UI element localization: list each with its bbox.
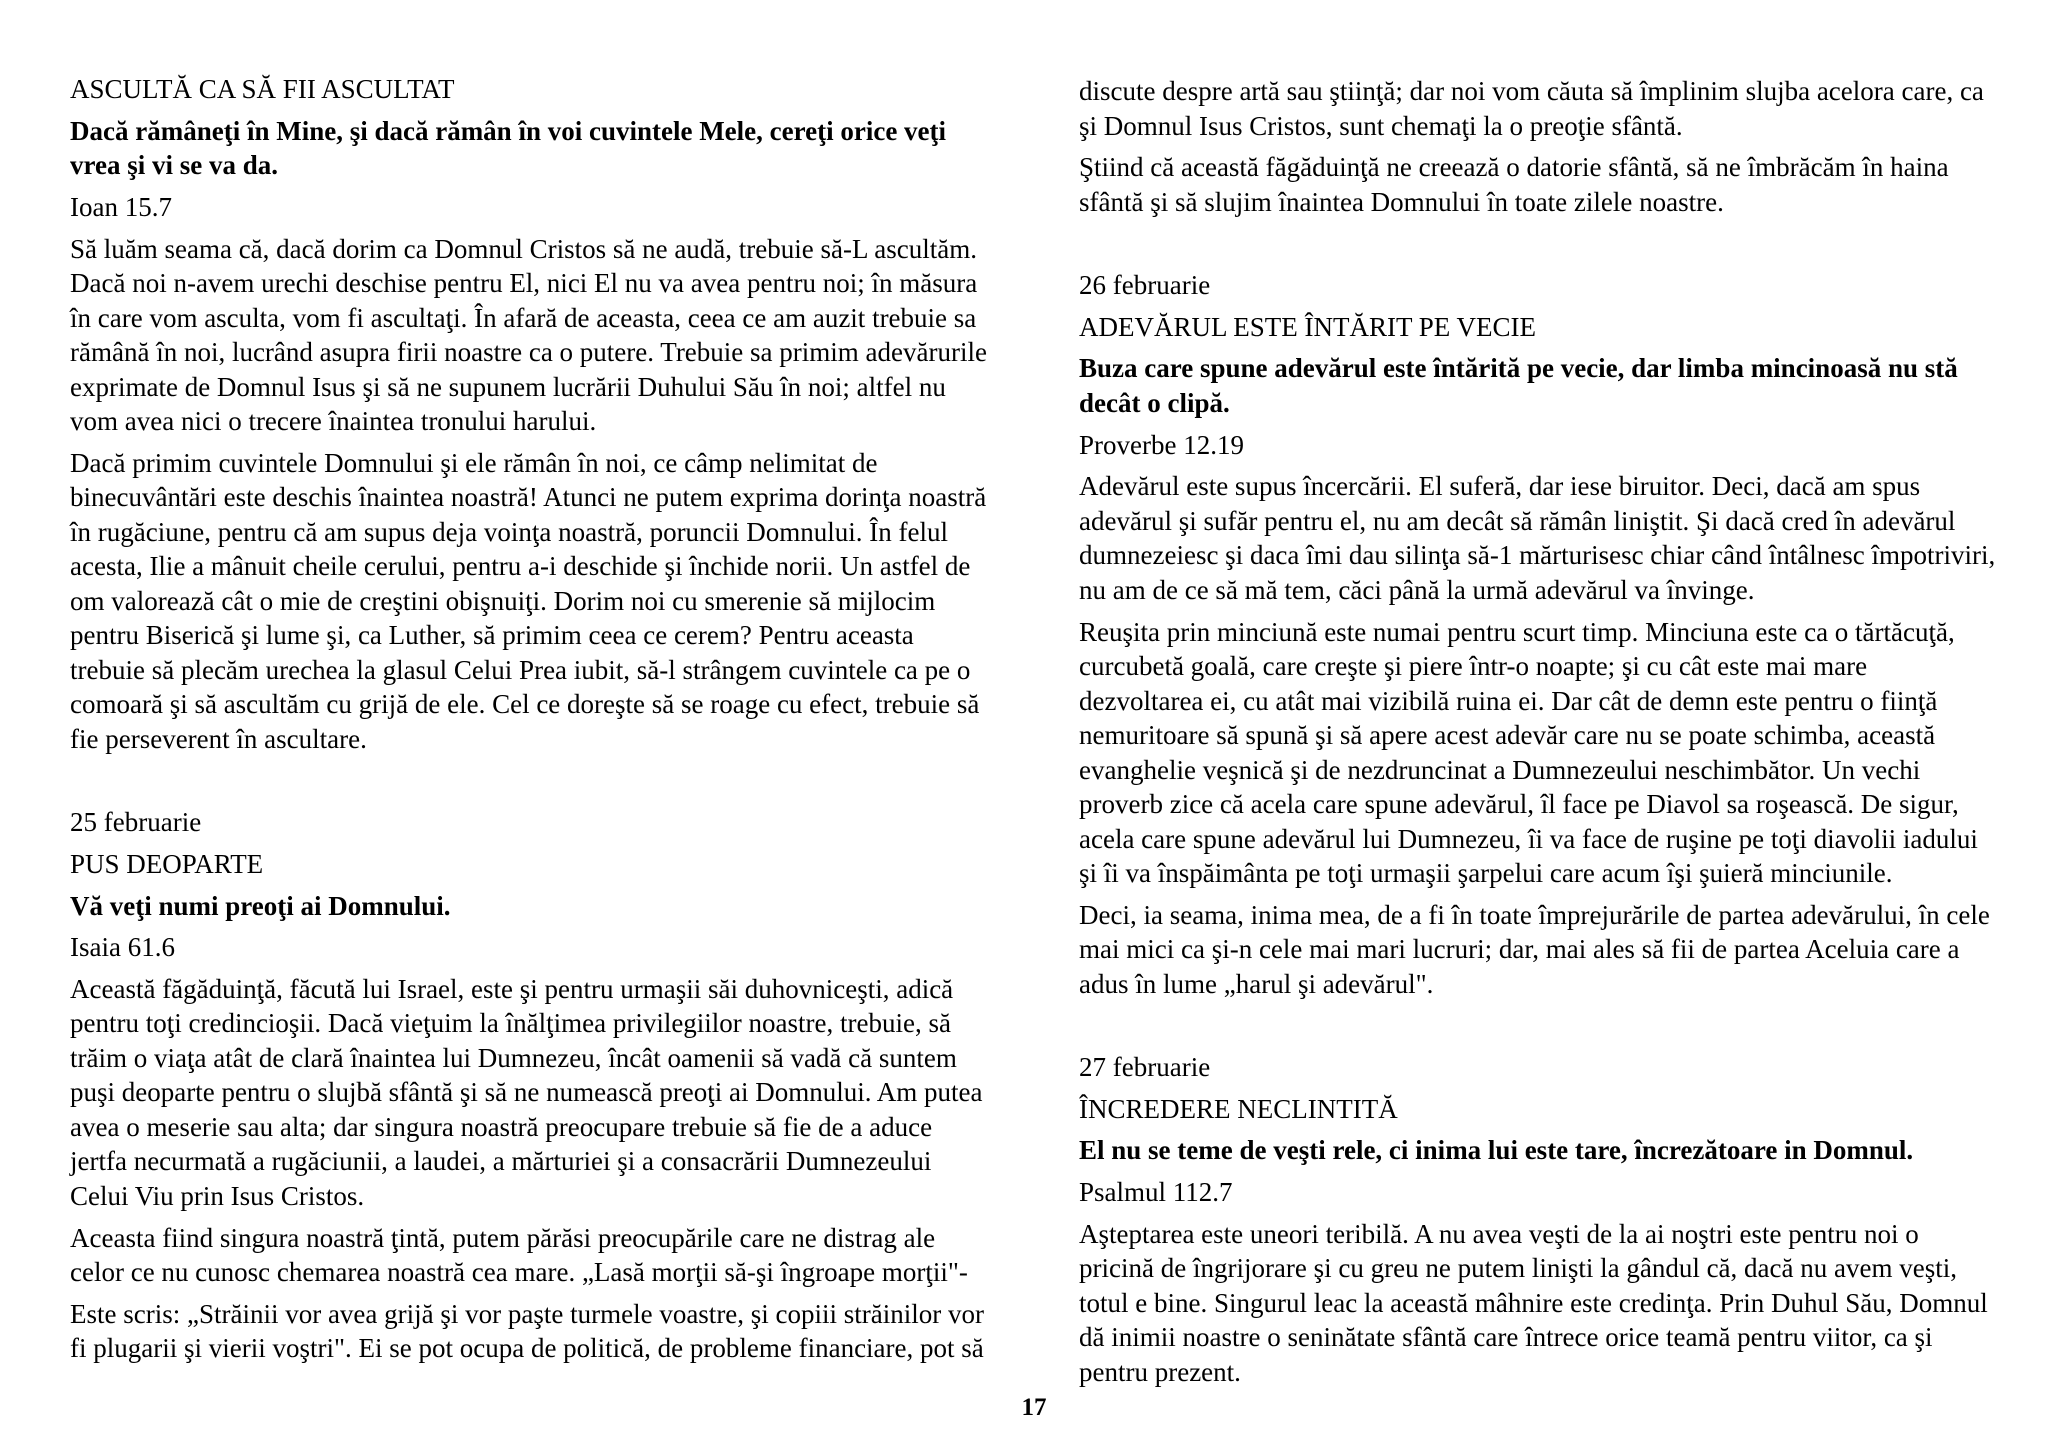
right-column bbox=[1079, 74, 2024, 1397]
section-spacer bbox=[70, 763, 1030, 798]
body-paragraph: Ştiind că această făgăduinţă ne creează o datorie sfântă, să ne îmbrăcăm în haina sfântă şi să slujim înaintea Domnului în toate zilele noastre. bbox=[1079, 152, 1949, 217]
devotional-entry bbox=[70, 72, 1030, 756]
body-paragraph: Această făgăduinţă, făcută lui Israel, este şi pentru urmaşii săi duhovniceşti, adică pentru toţi credincioşii. Dacă vieţuim la înălţimea privilegiilor noastre, trebuie, să trăim o viaţa atât de clară înaintea lui Dumnezeu, încât oamenii să vadă că suntem puşi deoparte pentru o slujbă sfântă şi să ne numească preoţi ai Domnului. Am putea avea o meserie sau alta; dar singura noastră preocupare trebuie să fie de a aduce jertfa necurmată a rugăciunii, a laudei, a mărturiei şi a consacrării Dumnezeului Celui Viu prin Isus Cristos. bbox=[70, 973, 983, 1211]
left-column bbox=[70, 72, 1030, 1373]
entry-verse: Vă veţi numi preoţi ai Domnului. bbox=[70, 890, 451, 921]
verse-reference: Psalmul 112.7 bbox=[1079, 1177, 1233, 1208]
devotional-entry bbox=[70, 805, 1030, 1366]
section-spacer bbox=[1079, 226, 2024, 261]
body-paragraph: Dacă primim cuvintele Domnului şi ele rămân în noi, ce câmp nelimitat de binecuvântări este deschis înaintea noastră! Atunci ne putem exprima dorinţa noastră în rugăciune, pentru că am supus deja voinţa noastră, poruncii Domnului. În felul acesta, Ilie a mânuit cheile cerului, pentru a-i deschide şi închide norii. Un astfel de om valorează cât o mie de creştini obişnuiţi. Dorim noi cu smerenie să mijlocim pentru Biserică şi lume şi, ca Luther, să primim ceea ce cerem? Pentru aceasta trebuie să plecăm urechea la glasul Celui Prea iubit, să-l strângem cuvintele ca pe o comoară şi să ascultăm cu grijă de ele. Cel ce doreşte să se roage cu efect, trebuie să fie perseverent în ascultare. bbox=[70, 447, 987, 754]
entry-verse: El nu se teme de veşti rele, ci inima lui este tare, încrezătoare in Domnul. bbox=[1079, 1135, 1914, 1166]
entry-title: ADEVĂRUL ESTE ÎNTĂRIT PE VECIE bbox=[1079, 311, 1536, 342]
entry-date: 25 februarie bbox=[70, 807, 202, 838]
devotional-entry bbox=[1079, 1050, 2024, 1389]
body-paragraph: Adevărul este supus încercării. El suferă, dar iese biruitor. Deci, dacă am spus adevărul şi sufăr pentru el, nu am decât să rămân liniştit. Şi dacă cred în adevărul dumnezeiesc şi daca îmi dau silinţa să-1 mărturisesc chiar când întâlnesc împotriviri, nu am de ce să mă tem, căci până la urmă adevărul va învinge. bbox=[1079, 471, 1996, 605]
body-paragraph: Aceasta fiind singura noastră ţintă, putem părăsi preocupările care ne distrag ale celor ce nu cunosc chemarea noastră cea mare. „Lasă morţii să-şi îngroape morţii"- bbox=[70, 1222, 968, 1288]
entry-verse: Dacă rămâneţi în Mine, şi dacă rămân în voi cuvintele Mele, cereţi orice veţi vrea şi vi se va da. bbox=[70, 115, 947, 181]
body-paragraph: Deci, ia seama, inima mea, de a fi în toate împrejurările de partea adevărului, în cele mai mici ca şi-n cele mai mari lucruri; dar, mai ales să fii de partea Aceluia care a adus în lume „harul şi adevărul". bbox=[1079, 899, 1990, 999]
entry-title: ASCULTĂ CA SĂ FII ASCULTAT bbox=[70, 74, 455, 104]
body-paragraph: Reuşita prin minciună este numai pentru scurt timp. Minciuna este ca o tărtăcuţă, curcubetă goală, care creşte şi piere într-o noapte; şi cu cât este mai mare dezvoltarea ei, cu atât mai vizibilă ruina ei. Dar cât de demn este pentru o fiinţă nemuritoare să spună şi să apere acest adevăr care nu se poate schimba, această evanghelie veşnică şi de nezdruncinat a Dumnezeului neschimbător. Un vechi proverb zice că acela care spune adevărul, îl face pe Diavol sa roşească. De sigur, acela care spune adevărul lui Dumnezeu, îi va face de ruşine pe toţi diavolii iadului şi îi va înspăimânta pe toţi urmaşii şarpelui care acum îşi şuieră minciunile. bbox=[1079, 616, 1978, 888]
body-paragraph: discute despre artă sau ştiinţă; dar noi vom căuta să împlinim slujba acelora care, ca şi Domnul Isus Cristos, sunt chemaţi la o preoţie sfântă. bbox=[1079, 76, 1984, 141]
verse-reference: Proverbe 12.19 bbox=[1079, 429, 1244, 460]
entry-title: PUS DEOPARTE bbox=[70, 848, 264, 879]
section-spacer bbox=[1079, 1008, 2024, 1043]
body-paragraph: Aşteptarea este uneori teribilă. A nu avea veşti de la ai noştri este pentru noi o pricină de îngrijorare şi cu greu ne putem linişti la gândul că, dacă nu avem veşti, totul e bine. Singurul leac la această mâhnire este credinţa. Prin Duhul Său, Domnul dă inimii noastre o seninătate sfântă care întrece orice teamă pentru viitor, ca şi pentru prezent. bbox=[1079, 1218, 1988, 1387]
page-number: 17 bbox=[1021, 1394, 1047, 1421]
entry-verse: Buza care spune adevărul este întărită pe vecie, dar limba mincinoasă nu stă decât o clipă. bbox=[1079, 353, 1958, 418]
body-paragraph: Să luăm seama că, dacă dorim ca Domnul Cristos să ne audă, trebuie să-L ascultăm. Dacă noi n-avem urechi deschise pentru El, nici El nu va avea pentru noi; în măsura în care vom asculta, vom fi ascultaţi. În afară de aceasta, ceea ce am auzit trebuie sa rămână în noi, lucrând asupra firii noastre ca o putere. Trebuie sa primim adevărurile exprimate de Domnul Isus şi să ne supunem lucrării Duhului Său în noi; altfel nu vom avea nici o trecere înaintea tronului harului. bbox=[70, 233, 987, 437]
verse-reference: Isaia 61.6 bbox=[70, 932, 175, 963]
entry-date: 27 februarie bbox=[1079, 1052, 1211, 1083]
body-paragraph: Este scris: „Străinii vor avea grijă şi vor paşte turmele voastre, şi copiii străinilor vor fi plugarii şi vierii voştri". Ei se pot ocupa de politică, de probleme financiare, pot să bbox=[70, 1298, 985, 1364]
devotional-entry-continued bbox=[1079, 74, 2024, 219]
devotional-entry bbox=[1079, 268, 2024, 1001]
entry-date: 26 februarie bbox=[1079, 270, 1211, 301]
entry-title: ÎNCREDERE NECLINTITĂ bbox=[1079, 1093, 1398, 1124]
verse-reference: Ioan 15.7 bbox=[70, 191, 172, 222]
